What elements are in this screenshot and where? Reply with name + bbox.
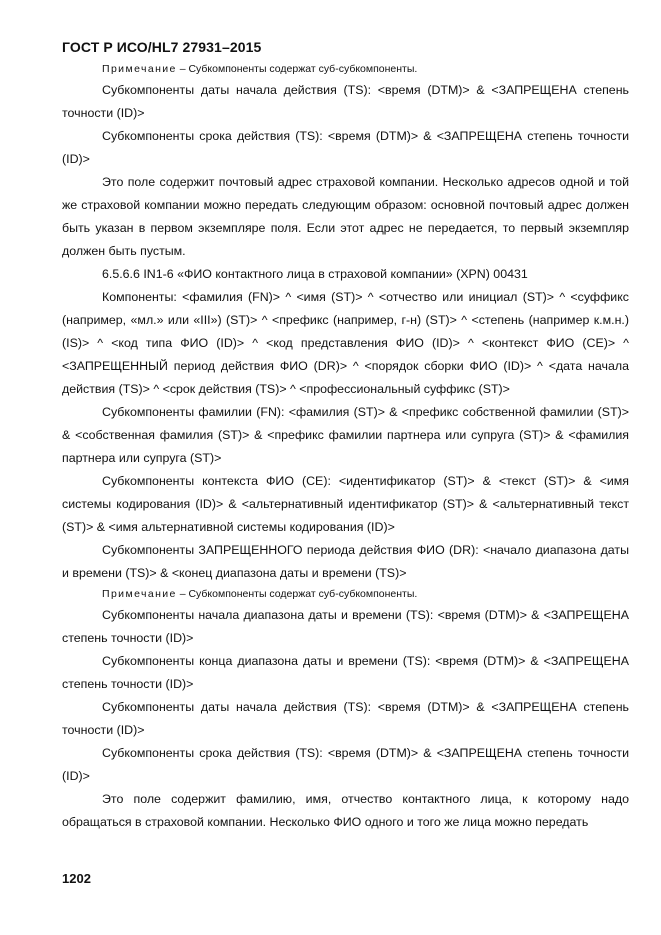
text-paragraph: Субкомпоненты даты начала действия (TS): <время (DTM)> & <ЗАПРЕЩЕНА степень точности (ID)> [62,700,629,737]
text-paragraph: Субкомпоненты контекста ФИО (CE): <идентификатор (ST)> & <текст (ST)> & <имя системы кодирования (ID)> & <альтернативный идентификатор (ST)> & <альтернативный текст (ST)> & <имя альтернативной системы кодирования (ID)> [62,474,629,534]
page-body [62,60,629,834]
note-label: Примечание [102,588,177,600]
note-paragraph [62,60,629,79]
text-paragraph: Компоненты: <фамилия (FN)> ^ <имя (ST)> ^ <отчество или инициал (ST)> ^ <суффикс (например, «мл.» или «III») (ST)> ^ <префикс (например, г-н) (ST)> ^ <степень (например к.м.н.) (IS)> ^ <код типа ФИО (ID)> ^ <код представления ФИО (ID)> ^ <контекст ФИО (CE)> ^ <ЗАПРЕЩЕННЫЙ период действия ФИО (DR)> ^ <порядок сборки ФИО (ID)> ^ <дата начала действия (TS)> ^ <срок действия (TS)> ^ <профессиональный суффикс (ST)> [62,290,629,396]
text-paragraph: Субкомпоненты срока действия (TS): <время (DTM)> & <ЗАПРЕЩЕНА степень точности (ID)> [62,746,629,783]
page-header: ГОСТ Р ИСО/HL7 27931–2015 [62,39,262,55]
text-paragraph: Субкомпоненты начала диапазона даты и времени (TS): <время (DTM)> & <ЗАПРЕЩЕНА степень точности (ID)> [62,608,629,645]
text-paragraph: Это поле содержит фамилию, имя, отчество контактного лица, к которому надо обращаться в страховой компании. Несколько ФИО одного и того же лица можно передать [62,792,629,829]
text-paragraph: Субкомпоненты фамилии (FN): <фамилия (ST)> & <префикс собственной фамилии (ST)> & <собственная фамилия (ST)> & <префикс фамилии партнера или супруга (ST)> & <фамилия партнера или супруга (ST)> [62,405,629,465]
section-heading: 6.5.6.6 IN1-6 «ФИО контактного лица в страховой компании» (XPN) 00431 [102,267,528,281]
text-paragraph: Субкомпоненты срока действия (TS): <время (DTM)> & <ЗАПРЕЩЕНА степень точности (ID)> [62,129,629,166]
text-paragraph: Субкомпоненты даты начала действия (TS): <время (DTM)> & <ЗАПРЕЩЕНА степень точности (ID)> [62,83,629,120]
note-label: Примечание [102,63,177,75]
text-paragraph: Субкомпоненты конца диапазона даты и времени (TS): <время (DTM)> & <ЗАПРЕЩЕНА степень точности (ID)> [62,654,629,691]
text-paragraph: Субкомпоненты ЗАПРЕЩЕННОГО периода действия ФИО (DR): <начало диапазона даты и времени (TS)> & <конец диапазона даты и времени (TS)> [62,543,629,580]
page-number: 1202 [62,871,91,886]
note-text: – Субкомпоненты содержат суб-субкомпоненты. [176,63,418,75]
text-paragraph: Это поле содержит почтовый адрес страховой компании. Несколько адресов одной и той же страховой компании можно передать следующим образом: основной почтовый адрес должен быть указан в первом экземпляре поля. Если этот адрес не передается, то первый экземпляр должен быть пустым. [62,175,629,258]
note-paragraph [62,585,629,604]
note-text: – Субкомпоненты содержат суб-субкомпоненты. [176,588,418,600]
